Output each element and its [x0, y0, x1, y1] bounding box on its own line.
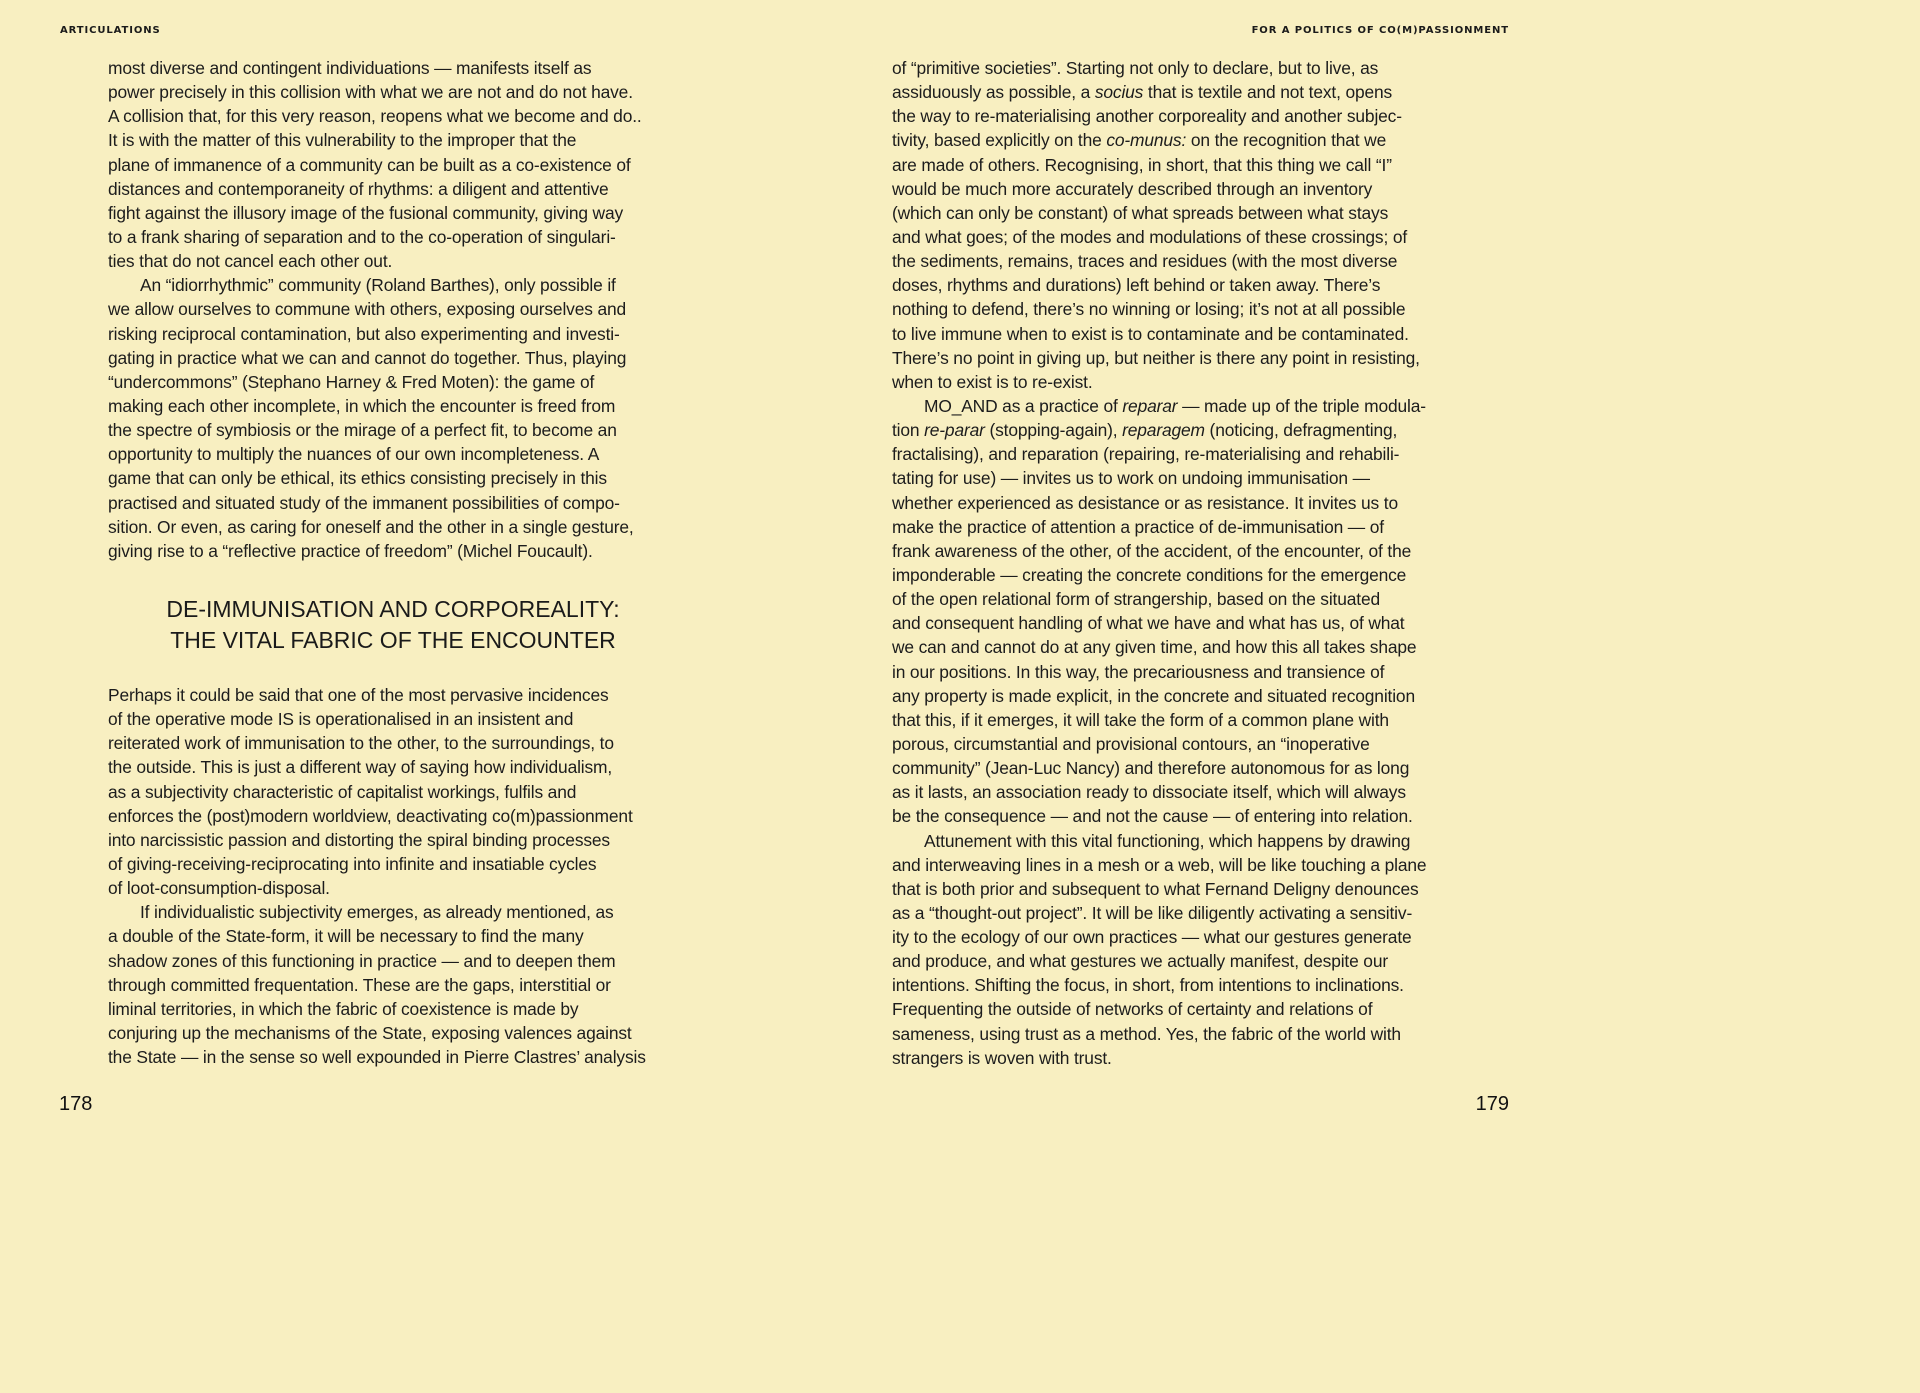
text-line	[892, 539, 1462, 563]
text-line: a double of the State-form, it will be necessary to find the many	[108, 926, 584, 947]
text-line: “undercommons” (Stephano Harney & Fred Moten): the game of	[108, 371, 595, 392]
text-line: as a subjectivity characteristic of capitalist workings, fulfils and	[108, 781, 577, 802]
text-line	[892, 708, 1462, 732]
text-line: enforces the (post)modern worldview, deactivating co(m)passionment	[108, 805, 633, 826]
text-line: making each other incomplete, in which the encounter is freed from	[108, 395, 616, 416]
text-line: It is with the matter of this vulnerability to the improper that the	[108, 130, 577, 151]
text-line: distances and contemporaneity of rhythms: a diligent and attentive	[108, 178, 609, 199]
section-heading-line-2: THE VITAL FABRIC OF THE ENCOUNTER	[170, 627, 616, 653]
text-line: most diverse and contingent individuations — manifests itself as	[108, 58, 592, 78]
text-line: sition. Or even, as caring for oneself and the other in a single gesture,	[108, 516, 634, 537]
text-line: liminal territories, in which the fabric of coexistence is made by	[108, 998, 579, 1019]
text-segment: as it lasts, an association ready to dissociate itself, which will always	[892, 782, 1406, 803]
text-line: ties that do not cancel each other out.	[108, 251, 393, 272]
text-segment: Frequenting the outside of networks of certainty and relations of	[892, 999, 1373, 1020]
text-line: risking reciprocal contamination, but also experimenting and investi-	[108, 323, 620, 344]
text-segment: would be much more accurately described through an inventory	[892, 178, 1373, 199]
text-line	[892, 901, 1462, 925]
text-line: giving rise to a “reflective practice of freedom” (Michel Foucault).	[108, 540, 593, 561]
page-number-left: 178	[59, 1093, 93, 1115]
text-segment: assiduously as possible, a	[892, 82, 1095, 103]
text-segment: MO_AND as a practice of	[924, 395, 1123, 416]
text-segment: and produce, and what gestures we actually manifest, despite our	[892, 951, 1388, 972]
text-line	[892, 1022, 1462, 1046]
text-line	[892, 225, 1462, 249]
text-line: practised and situated study of the immanent possibilities of compo-	[108, 492, 620, 513]
text-line	[892, 635, 1462, 659]
running-head-right: FOR A POLITICS OF CO(M)PASSIONMENT	[1251, 25, 1509, 36]
text-line	[892, 877, 1462, 901]
text-line: game that can only be ethical, its ethics consisting precisely in this	[108, 468, 607, 489]
text-segment: doses, rhythms and durations) left behind or taken away. There’s	[892, 275, 1381, 296]
text-segment: and interweaving lines in a mesh or a web, will be like touching a plane	[892, 854, 1427, 875]
text-segment: There’s no point in giving up, but neither is there any point in resisting,	[892, 347, 1420, 368]
text-line	[892, 925, 1462, 949]
text-line	[892, 780, 1462, 804]
text-line: gating in practice what we can and cannot do together. Thus, playing	[108, 347, 627, 368]
text-line	[892, 563, 1462, 587]
text-segment: nothing to defend, there’s no winning or losing; it’s not at all possible	[892, 299, 1406, 320]
text-segment: frank awareness of the other, of the accident, of the encounter, of the	[892, 540, 1412, 561]
text-segment: any property is made explicit, in the concrete and situated recognition	[892, 685, 1415, 706]
text-line: through committed frequentation. These are the gaps, interstitial or	[108, 974, 611, 995]
text-segment: (which can only be constant) of what spreads between what stays	[892, 202, 1389, 223]
text-segment: community” (Jean-Luc Nancy) and therefore autonomous for as long	[892, 758, 1410, 779]
section-heading-line-1: DE-IMMUNISATION AND CORPOREALITY:	[166, 596, 620, 622]
text-segment: whether experienced as desistance or as resistance. It invites us to	[892, 492, 1398, 513]
text-line	[892, 587, 1462, 611]
text-line	[892, 153, 1462, 177]
text-line: of the operative mode IS is operationalised in an insistent and	[108, 709, 574, 730]
text-line	[892, 249, 1462, 273]
text-line: opportunity to multiply the nuances of our own incompleteness. A	[108, 444, 600, 465]
text-segment: of “primitive societies”. Starting not only to declare, but to live, as	[892, 58, 1379, 78]
text-segment: the way to re-materialising another corporeality and another subjec-	[892, 106, 1402, 127]
text-segment: imponderable — creating the concrete conditions for the emergence	[892, 564, 1407, 585]
right-page-text	[892, 56, 1462, 1070]
text-line	[892, 370, 1462, 394]
text-line: An “idiorrhythmic” community (Roland Barthes), only possible if	[140, 275, 616, 296]
text-segment: intentions. Shifting the focus, in short, from intentions to inclinations.	[892, 975, 1404, 996]
text-segment: (stopping-again),	[984, 420, 1123, 441]
text-segment: tating for use) — invites us to work on undoing immunisation —	[892, 468, 1370, 489]
text-line: to a frank sharing of separation and to the co-operation of singulari-	[108, 226, 616, 247]
text-line	[892, 322, 1462, 346]
text-line: of loot-consumption-disposal.	[108, 878, 330, 899]
left-page-text-block-2	[108, 683, 678, 1069]
text-line	[892, 611, 1462, 635]
italic-text: re-parar	[924, 420, 985, 441]
text-line	[892, 804, 1462, 828]
text-line	[892, 1046, 1462, 1070]
text-segment: and what goes; of the modes and modulations of these crossings; of	[892, 226, 1408, 247]
text-segment: sameness, using trust as a method. Yes, the fabric of the world with	[892, 1023, 1401, 1044]
text-line	[892, 394, 1462, 418]
text-line	[892, 732, 1462, 756]
italic-text: co-munus:	[1106, 130, 1187, 151]
text-line	[892, 515, 1462, 539]
text-line: of giving-receiving-reciprocating into infinite and insatiable cycles	[108, 853, 597, 874]
text-line	[892, 297, 1462, 321]
text-segment: and consequent handling of what we have and what has us, of what	[892, 613, 1405, 634]
text-line	[892, 128, 1462, 152]
italic-text: socius	[1094, 82, 1144, 103]
italic-text: reparagem	[1122, 420, 1205, 441]
text-segment: (noticing, defragmenting,	[1204, 420, 1398, 441]
text-line	[892, 829, 1462, 853]
text-segment: that is both prior and subsequent to what Fernand Deligny denounces	[892, 878, 1419, 899]
text-line: plane of immanence of a community can be built as a co-existence of	[108, 154, 631, 175]
text-line: fight against the illusory image of the fusional community, giving way	[108, 202, 624, 223]
text-line	[892, 756, 1462, 780]
text-line	[892, 491, 1462, 515]
text-line	[892, 273, 1462, 297]
left-page-text-block-1	[108, 56, 678, 563]
text-segment: as a “thought-out project”. It will be like diligently activating a sensitiv-	[892, 902, 1413, 923]
text-line: If individualistic subjectivity emerges, as already mentioned, as	[140, 902, 614, 923]
text-line	[892, 466, 1462, 490]
text-line	[892, 949, 1462, 973]
text-line: the spectre of symbiosis or the mirage of a perfect fit, to become an	[108, 420, 617, 441]
text-segment: of the open relational form of strangership, based on the situated	[892, 589, 1380, 610]
page-number-right: 179	[1475, 1093, 1509, 1115]
text-segment: ity to the ecology of our own practices — what our gestures generate	[892, 927, 1412, 948]
text-segment: when to exist is to re-exist.	[892, 371, 1093, 392]
text-segment: are made of others. Recognising, in short, that this thing we call “I”	[892, 154, 1392, 175]
text-line: we allow ourselves to commune with others, exposing ourselves and	[108, 299, 627, 320]
text-line	[892, 56, 1462, 80]
section-heading	[108, 594, 678, 656]
text-line	[892, 853, 1462, 877]
text-line	[892, 418, 1462, 442]
italic-text: reparar	[1122, 395, 1178, 416]
text-line	[892, 973, 1462, 997]
running-head-left: ARTICULATIONS	[60, 25, 161, 36]
text-line: A collision that, for this very reason, reopens what we become and do..	[108, 106, 642, 127]
text-segment: tion	[892, 420, 925, 441]
text-segment: that is textile and not text, opens	[1143, 82, 1393, 103]
text-segment: tivity, based explicitly on the	[892, 130, 1107, 151]
text-line	[892, 201, 1462, 225]
text-segment: that this, if it emerges, it will take the form of a common plane with	[892, 709, 1389, 730]
text-line	[892, 177, 1462, 201]
text-line	[892, 80, 1462, 104]
text-line	[892, 442, 1462, 466]
text-segment: Attunement with this vital functioning, which happens by drawing	[924, 830, 1411, 851]
text-segment: make the practice of attention a practice of de-immunisation — of	[892, 516, 1384, 537]
text-segment: in our positions. In this way, the precariousness and transience of	[892, 661, 1385, 682]
text-segment: on the recognition that we	[1186, 130, 1387, 151]
text-line: conjuring up the mechanisms of the State, exposing valences against	[108, 1022, 632, 1043]
text-line: Perhaps it could be said that one of the most pervasive incidences	[108, 685, 609, 705]
text-segment: we can and cannot do at any given time, and how this all takes shape	[892, 637, 1417, 658]
text-segment: — made up of the triple modula-	[1177, 395, 1426, 416]
text-line: the State — in the sense so well expounded in Pierre Clastres’ analysis	[108, 1047, 646, 1068]
text-segment: strangers is woven with trust.	[892, 1047, 1112, 1068]
text-segment: be the consequence — and not the cause — of entering into relation.	[892, 806, 1413, 827]
text-line	[892, 997, 1462, 1021]
text-segment: porous, circumstantial and provisional contours, an “inoperative	[892, 733, 1370, 754]
text-line: reiterated work of immunisation to the other, to the surroundings, to	[108, 733, 614, 754]
text-line	[892, 684, 1462, 708]
text-line: power precisely in this collision with what we are not and do not have.	[108, 82, 633, 103]
text-line: into narcissistic passion and distorting the spiral binding processes	[108, 829, 610, 850]
text-line	[892, 660, 1462, 684]
text-line	[892, 104, 1462, 128]
text-segment: fractalising), and reparation (repairing, re-materialising and rehabili-	[892, 444, 1400, 465]
text-segment: to live immune when to exist is to contaminate and be contaminated.	[892, 323, 1409, 344]
text-segment: the sediments, remains, traces and residues (with the most diverse	[892, 251, 1398, 272]
text-line	[892, 346, 1462, 370]
text-line: the outside. This is just a different way of saying how individualism,	[108, 757, 613, 778]
text-line: shadow zones of this functioning in practice — and to deepen them	[108, 950, 616, 971]
